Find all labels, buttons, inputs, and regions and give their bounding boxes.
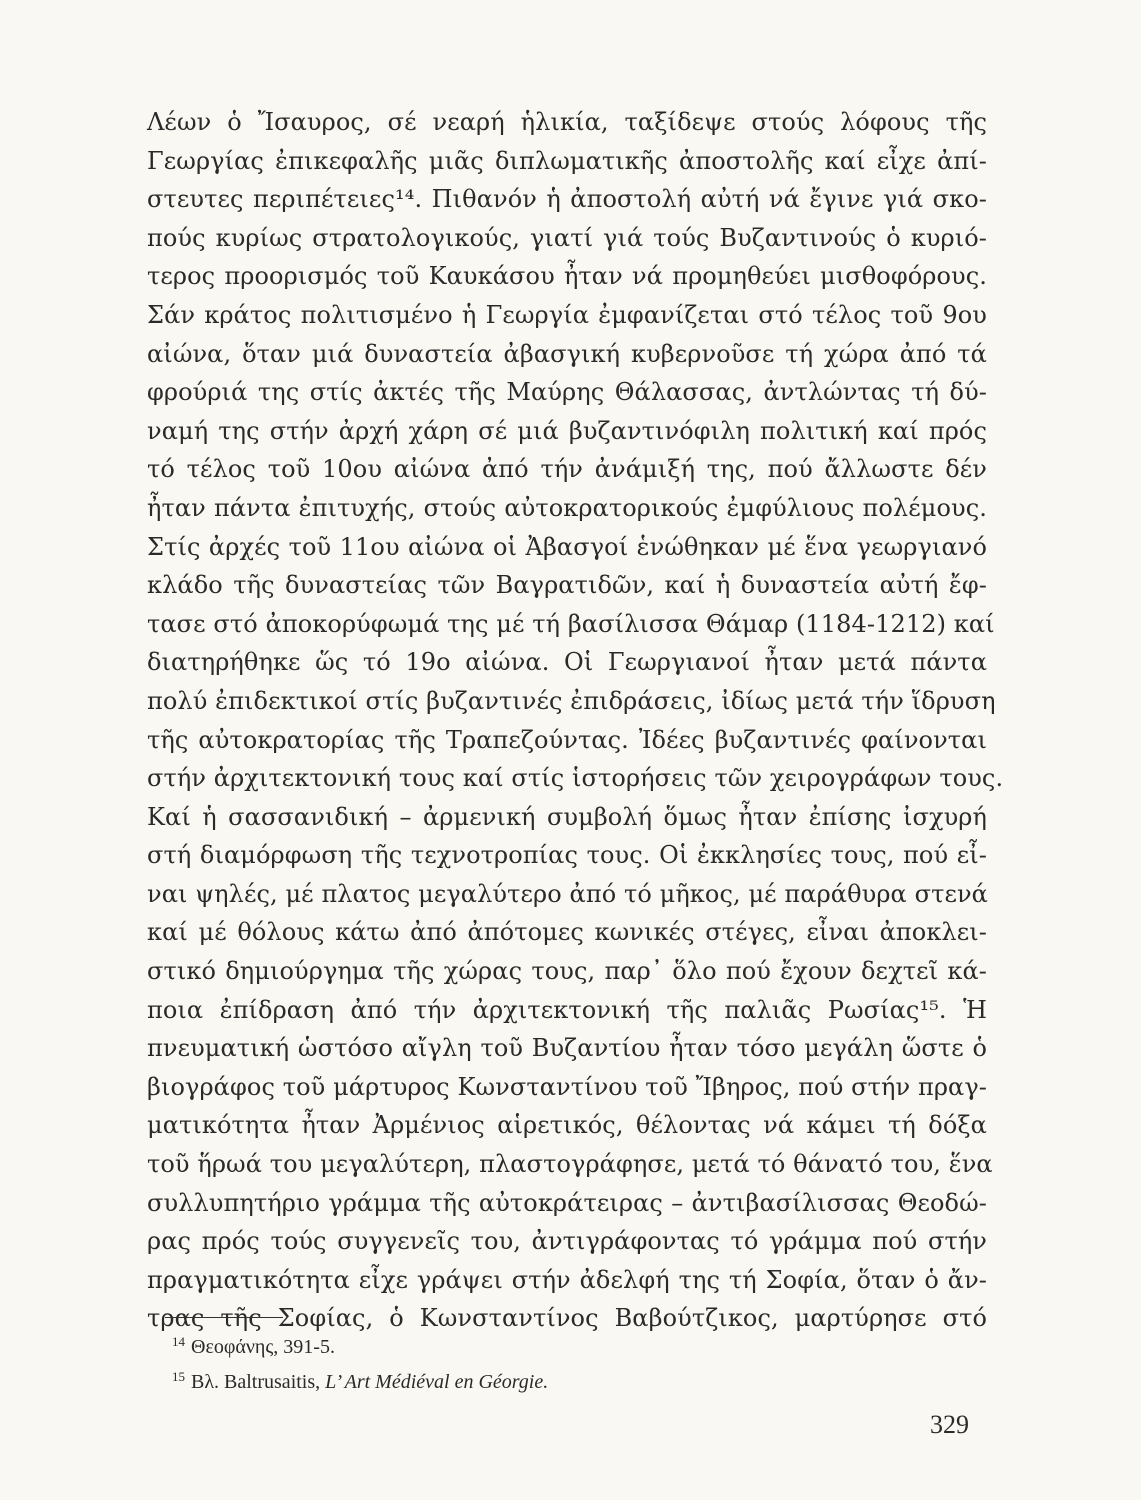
footnote-number: 15 <box>172 1369 185 1384</box>
text-line: καί μέ θόλους κάτω ἀπό ἀπότομες κωνικές στέγες, εἶναι ἀποκλει- <box>147 918 987 947</box>
footnote-14 <box>172 1327 548 1362</box>
text-line: Στίς ἀρχές τοῦ 11ου αἰώνα οἱ Ἀβασγοί ἑνώθηκαν μέ ἕνα γεωργιανό <box>147 532 987 561</box>
text-line: πραγματικότητα εἶχε γράψει στήν ἀδελφή της τή Σοφία, ὅταν ὁ ἄν- <box>147 1265 987 1294</box>
text-line: τερος προορισμός τοῦ Καυκάσου ἦταν νά προμηθεύει μισθοφόρους. <box>147 262 987 291</box>
text-line: ἦταν πάντα ἐπιτυχής, στούς αὐτοκρατορικούς ἐμφύλιους πολέμους. <box>147 493 987 522</box>
text-line: τῆς αὐτοκρατορίας τῆς Τραπεζούντας. Ἰδέες βυζαντινές φαίνονται <box>147 725 987 754</box>
footnotes <box>172 1327 548 1397</box>
text-line: στή διαμόρφωση τῆς τεχνοτροπίας τους. Οἱ ἐκκλησίες τους, πού εἶ- <box>147 841 987 870</box>
footnote-book-title: L’ Art Médiéval en Géorgie. <box>325 1371 549 1393</box>
text-line: τοῦ ἥρωά του μεγαλύτερη, πλαστογράφησε, μετά τό θάνατό του, ἕνα <box>147 1150 993 1179</box>
text-line: ποια ἐπίδραση ἀπό τήν ἀρχιτεκτονική τῆς παλιᾶς Ρωσίας¹⁵. Ἡ <box>147 995 987 1024</box>
text-line: πούς κυρίως στρατολογικούς, γιατί γιά τούς Βυζαντινούς ὁ κυριό- <box>147 223 987 252</box>
page-number: 329 <box>930 1410 969 1439</box>
text-line: Καί ἡ σασσανιδική – ἀρμενική συμβολή ὅμως ἦταν ἐπίσης ἰσχυρή <box>147 802 987 831</box>
text-line: ματικότητα ἦταν Ἀρμένιος αἱρετικός, θέλοντας νά κάμει τή δόξα <box>147 1111 987 1140</box>
text-line: φρούριά της στίς ἀκτές τῆς Μαύρης Θάλασσας, ἀντλώντας τή δύ- <box>147 378 987 407</box>
text-line: ναμή της στήν ἀρχή χάρη σέ μιά βυζαντινόφιλη πολιτική καί πρός <box>147 416 987 445</box>
text-line: κλάδο τῆς δυναστείας τῶν Βαγρατιδῶν, καί ἡ δυναστεία αὐτή ἔφ- <box>147 571 987 600</box>
footnote-text: Βλ. Baltrusaitis, <box>191 1371 326 1393</box>
text-line: πολύ ἐπιδεκτικοί στίς βυζαντινές ἐπιδράσεις, ἰδίως μετά τήν ἵδρυση <box>147 686 996 715</box>
text-line: βιογράφος τοῦ μάρτυρος Κωνσταντίνου τοῦ Ἴβηρος, πού στήν πραγ- <box>147 1072 987 1101</box>
text-line: συλλυπητήριο γράμμα τῆς αὐτοκράτειρας – ἀντιβασίλισσας Θεοδώ- <box>147 1188 987 1217</box>
footnote-15 <box>172 1362 548 1397</box>
footnote-number: 14 <box>172 1334 185 1349</box>
text-line: στήν ἀρχιτεκτονική τους καί στίς ἱστορήσεις τῶν χειρογράφων τους. <box>147 764 1004 793</box>
text-line: αἰώνα, ὅταν μιά δυναστεία ἀβασγική κυβερνοῦσε τή χώρα ἀπό τά <box>147 339 987 368</box>
text-line: Λέων ὁ Ἴσαυρος, σέ νεαρή ἡλικία, ταξίδεψε στούς λόφους τῆς <box>147 108 987 136</box>
footnote-separator <box>165 1317 283 1318</box>
text-line: Σάν κράτος πολιτισμένο ἡ Γεωργία ἐμφανίζεται στό τέλος τοῦ 9ου <box>147 300 987 329</box>
text-line: πνευματική ὡστόσο αἴγλη τοῦ Βυζαντίου ἦταν τόσο μεγάλη ὥστε ὁ <box>147 1034 987 1063</box>
text-line: τασε στό ἀποκορύφωμά της μέ τή βασίλισσα Θάμαρ (1184-1212) καί <box>147 609 995 638</box>
text-line: διατηρήθηκε ὥς τό 19ο αἰώνα. Οἱ Γεωργιανοί ἦταν μετά πάντα <box>147 648 987 677</box>
text-line: στευτες περιπέτειες¹⁴. Πιθανόν ἡ ἀποστολή αὐτή νά ἔγινε γιά σκο- <box>147 185 987 214</box>
text-line: τό τέλος τοῦ 10ου αἰώνα ἀπό τήν ἀνάμιξή της, πού ἄλλωστε δέν <box>147 455 987 484</box>
text-line: τρας τῆς Σοφίας, ὁ Κωνσταντίνος Βαβούτζικος, μαρτύρησε στό <box>147 1304 987 1333</box>
text-line: ρας πρός τούς συγγενεῖς του, ἀντιγράφοντας τό γράμμα πού στήν <box>147 1227 987 1256</box>
body-text <box>147 103 1004 1338</box>
footnote-text: Θεοφάνης, 391-5. <box>191 1336 335 1358</box>
text-line: στικό δημιούργημα τῆς χώρας τους, παρ᾽ ὅλο πού ἔχουν δεχτεῖ κά- <box>147 957 987 986</box>
text-line: Γεωργίας ἐπικεφαλῆς μιᾶς διπλωματικῆς ἀποστολῆς καί εἶχε ἀπί- <box>147 146 987 175</box>
text-line: ναι ψηλές, μέ πλατος μεγαλύτερο ἀπό τό μῆκος, μέ παράθυρα στενά <box>147 879 988 908</box>
